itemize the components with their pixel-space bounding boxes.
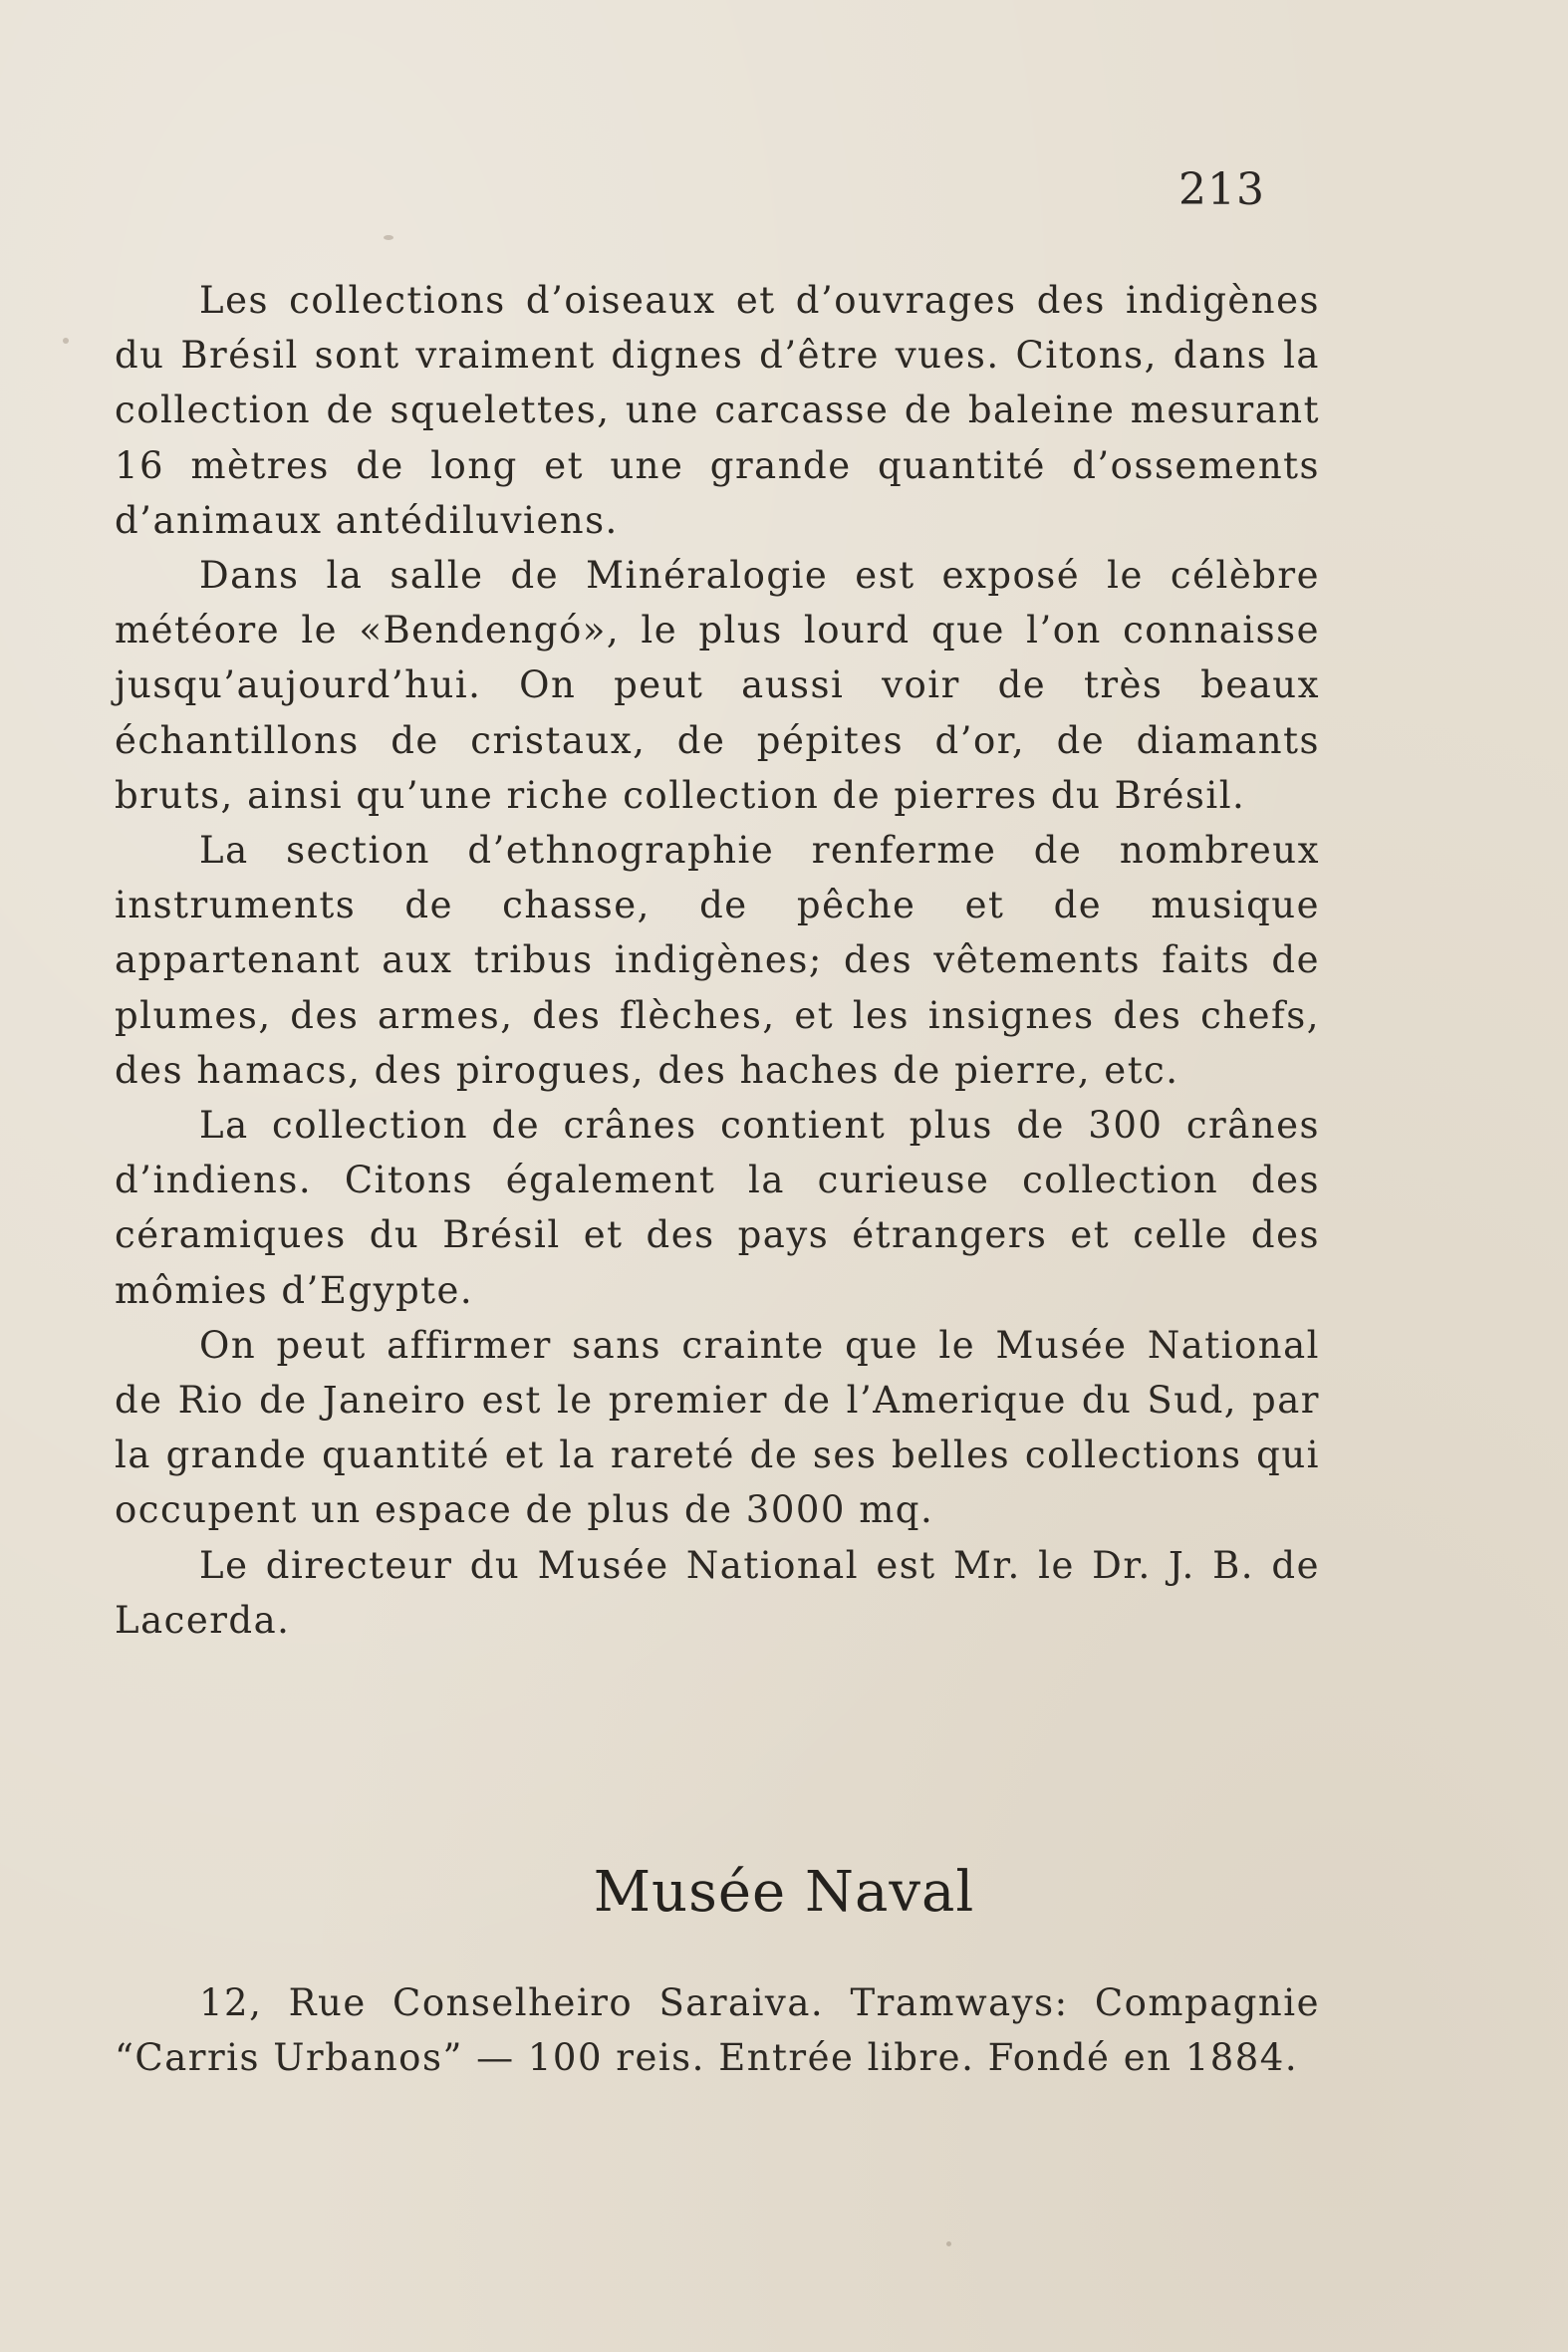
paragraph-museum-rank: On peut affirmer sans crainte que le Musée National de Rio de Janeiro est le premier de l’Amerique du Sud, par la grande quantité et la rareté de ses belles collections qui occupent un espace de plus de 3000 mq.	[115, 1323, 1320, 1532]
paragraph-skulls: La collection de crânes contient plus de 300 crânes d’indiens. Citons également la curieuse collection des céramiques du Brésil et des pays étrangers et celle des mômies d’Egypte.	[115, 1104, 1320, 1312]
paragraph-ethnography: La section d’ethnographie renferme de nombreux instruments de chasse, de pêche et de musique appartenant aux tribus indigènes; des vêtements faits de plumes, des armes, des flèches, et les insignes des chefs, des hamacs, des pirogues, des haches de pierre, etc.	[115, 829, 1320, 1092]
paragraph-director: Le directeur du Musée National est Mr. le Dr. J. B. de Lacerda.	[115, 1543, 1320, 1642]
body-text	[115, 273, 1320, 1648]
paragraph-address: 12, Rue Conselheiro Saraiva. Tramways: Compagnie “Carris Urbanos” — 100 reis. Entrée libre. Fondé en 1884.	[115, 1981, 1320, 2080]
page-number: 213	[1178, 164, 1265, 215]
section-body	[115, 1975, 1320, 2085]
paragraph-mineralogy: Dans la salle de Minéralogie est exposé le célèbre météore le «Bendengó», le plus lourd que l’on connaisse jusqu’aujourd’hui. On peut aussi voir de très beaux échantillons de cristaux, de pépites d’or, de diamants bruts, ainsi qu’une riche collection de pierres du Brésil.	[115, 554, 1320, 817]
paper-speck	[946, 2241, 951, 2246]
paper-speck	[384, 235, 393, 240]
section-title: Musée Naval	[593, 1860, 975, 1925]
paper-speck	[63, 338, 69, 344]
paragraph-birds: Les collections d’oiseaux et d’ouvrages des indigènes du Brésil sont vraiment dignes d’être vues. Citons, dans la collection de squelettes, une carcasse de baleine mesurant 16 mètres de long et une grande quantité d’ossements d’animaux antédiluviens.	[115, 279, 1320, 542]
